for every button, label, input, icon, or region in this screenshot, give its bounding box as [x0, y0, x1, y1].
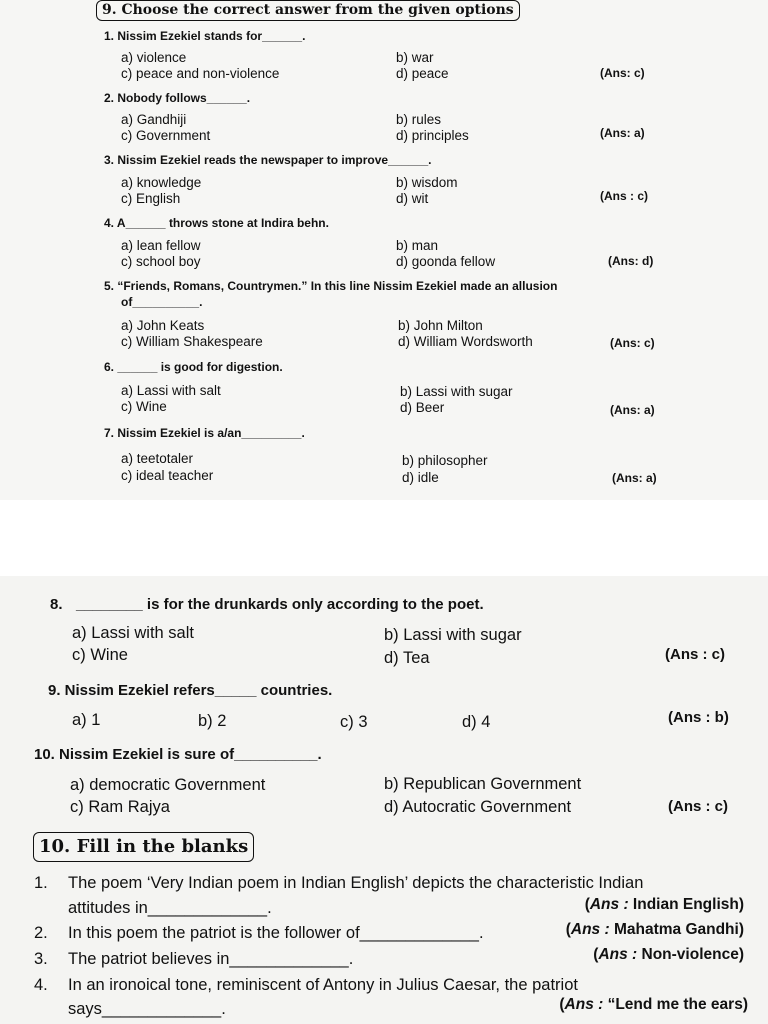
q3-option-c: c) English	[121, 191, 181, 206]
fill-4-answer: (Ans : “Lend me the ears)	[559, 996, 748, 1013]
q4-option-c: c) school boy	[121, 254, 201, 269]
q7-option-d: d) idle	[402, 470, 439, 485]
q4-answer: (Ans: d)	[608, 254, 654, 268]
q7-option-b: b) philosopher	[402, 453, 488, 468]
q7-option-c: c) ideal teacher	[121, 468, 214, 483]
q3-option-b: b) wisdom	[396, 175, 458, 190]
q3-answer: (Ans : c)	[600, 189, 648, 203]
q3-option-a: a) knowledge	[121, 175, 202, 190]
question-4: 4. A______ throws stone at Indira behn.	[104, 216, 329, 230]
fill-2-answer-label: Ans :	[570, 921, 610, 938]
fill-1-text-cont: attitudes in_____________.	[68, 899, 272, 917]
q9-answer: (Ans : b)	[668, 709, 729, 726]
question-8: ________ is for the drunkards only according to the poet.	[76, 596, 484, 613]
q1-option-d: d) peace	[396, 66, 449, 81]
fill-3-number: 3.	[34, 950, 48, 968]
q6-option-a: a) Lassi with salt	[121, 383, 221, 398]
q10-option-b: b) Republican Government	[384, 775, 582, 793]
q6-option-d: d) Beer	[400, 400, 445, 415]
q9-option-c: c) 3	[340, 713, 368, 731]
q6-option-b: b) Lassi with sugar	[400, 384, 513, 399]
q8-answer: (Ans : c)	[665, 646, 725, 663]
q1-option-a: a) violence	[121, 50, 187, 65]
q2-option-a: a) Gandhiji	[121, 112, 187, 127]
fill-4-answer-value: “Lend me the ears)	[603, 996, 748, 1013]
section-9-panel	[0, 0, 768, 500]
q5-option-d: d) William Wordsworth	[398, 334, 533, 349]
q7-option-a: a) teetotaler	[121, 451, 194, 466]
q2-option-b: b) rules	[396, 112, 442, 127]
page-gap	[0, 500, 768, 576]
q1-answer: (Ans: c)	[600, 66, 645, 80]
fill-3-answer-value: Non-violence)	[637, 946, 744, 963]
question-2: 2. Nobody follows______.	[104, 91, 251, 105]
question-6: 6. ______ is good for digestion.	[104, 360, 283, 374]
fill-1-text: The poem ‘Very Indian poem in Indian English’ depicts the characteristic Indian	[68, 874, 644, 892]
q6-option-c: c) Wine	[121, 399, 167, 414]
fill-4-text: In an ironoical tone, reminiscent of Antony in Julius Caesar, the patriot	[68, 976, 578, 994]
section-9-title: 9. Choose the correct answer from the given options	[96, 0, 520, 21]
section-10-panel	[0, 576, 768, 1024]
question-8-number: 8.	[50, 596, 63, 613]
question-5: 5. “Friends, Romans, Countrymen.” In this line Nissim Ezekiel made an allusion	[104, 279, 558, 293]
fill-1-answer: (Ans : Indian English)	[584, 896, 744, 913]
q8-option-d: d) Tea	[384, 649, 430, 667]
q1-option-b: b) war	[396, 50, 434, 65]
q10-option-c: c) Ram Rajya	[70, 798, 170, 816]
fill-1-answer-label: Ans :	[589, 896, 629, 913]
question-7: 7. Nissim Ezekiel is a/an_________.	[104, 426, 305, 440]
fill-2-number: 2.	[34, 924, 48, 942]
q8-option-c: c) Wine	[72, 646, 128, 664]
q4-option-a: a) lean fellow	[121, 238, 201, 253]
q8-option-b: b) Lassi with sugar	[384, 626, 522, 644]
q7-answer: (Ans: a)	[612, 471, 657, 485]
fill-3-answer: (Ans : Non-violence)	[593, 946, 744, 963]
q2-option-c: c) Government	[121, 128, 211, 143]
q3-option-d: d) wit	[396, 191, 429, 206]
fill-3-text: The patriot believes in_____________.	[68, 950, 354, 968]
q5-option-a: a) John Keats	[121, 318, 205, 333]
q2-option-d: d) principles	[396, 128, 469, 143]
fill-4-text-cont: says_____________.	[68, 1000, 226, 1018]
question-9: 9. Nissim Ezekiel refers_____ countries.	[48, 682, 333, 699]
fill-1-answer-value: Indian English)	[628, 896, 744, 913]
q10-option-d: d) Autocratic Government	[384, 798, 572, 816]
q6-answer: (Ans: a)	[610, 403, 655, 417]
q1-option-c: c) peace and non-violence	[121, 66, 280, 81]
fill-4-number: 4.	[34, 976, 48, 994]
fill-1-number: 1.	[34, 874, 48, 892]
q10-option-a: a) democratic Government	[70, 776, 266, 794]
fill-2-answer: (Ans : Mahatma Gandhi)	[565, 921, 744, 938]
fill-2-answer-value: Mahatma Gandhi)	[609, 921, 744, 938]
q2-answer: (Ans: a)	[600, 126, 645, 140]
question-3: 3. Nissim Ezekiel reads the newspaper to improve______.	[104, 153, 432, 167]
q4-option-b: b) man	[396, 238, 439, 253]
section-10-title: 10. Fill in the blanks	[33, 832, 254, 862]
q5-answer: (Ans: c)	[610, 336, 655, 350]
fill-4-answer-label: Ans :	[564, 996, 604, 1013]
question-10: 10. Nissim Ezekiel is sure of__________.	[34, 746, 322, 763]
q10-answer: (Ans : c)	[668, 798, 728, 815]
q9-option-a: a) 1	[72, 711, 101, 729]
q8-option-a: a) Lassi with salt	[72, 624, 194, 642]
q9-option-d: d) 4	[462, 713, 491, 731]
fill-3-answer-label: Ans :	[598, 946, 638, 963]
q5-option-c: c) William Shakespeare	[121, 334, 263, 349]
q4-option-d: d) goonda fellow	[396, 254, 496, 269]
fill-2-text: In this poem the patriot is the follower of_____________.	[68, 924, 484, 942]
q9-option-b: b) 2	[198, 712, 227, 730]
q5-option-b: b) John Milton	[398, 318, 483, 333]
question-5-cont: of__________.	[121, 295, 203, 309]
question-1: 1. Nissim Ezekiel stands for______.	[104, 29, 306, 43]
